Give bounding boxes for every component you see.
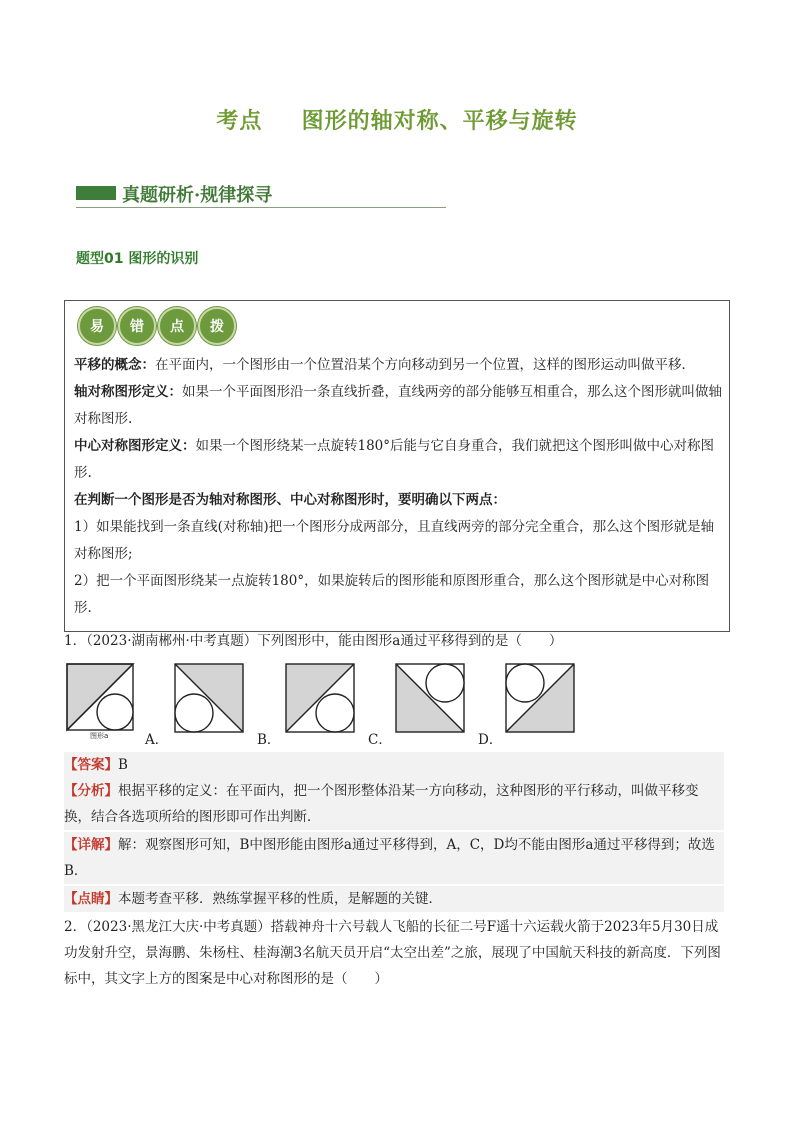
question-1-stem: 1．（2023·湖南郴州·中考真题）下列图形中，能由图形a通过平移得到的是（ ） — [64, 633, 563, 649]
note-point-2: 2）把一个平面图形绕某一点旋转180°，如果旋转后的图形能和原图形重合，那么这个图形就是中心对称图形. — [74, 573, 710, 616]
detail-text: 解：观察图形可知，B中图形能由图形a通过平移得到，A，C，D均不能由图形a通过平移得到；故选B． — [64, 837, 715, 879]
option-a-figure — [173, 662, 245, 736]
detail-block — [64, 832, 724, 884]
answer-label: 【答案】 — [64, 757, 118, 773]
section-bar — [76, 186, 116, 200]
option-d-figure — [504, 662, 576, 736]
option-d-label: D． — [478, 732, 503, 748]
badge-4: 拨 — [198, 307, 236, 345]
tips-content — [74, 352, 724, 622]
tips-badges — [78, 307, 236, 345]
comment-text: 本题考查平移．熟练掌握平移的性质，是解题的关键． — [118, 891, 442, 907]
page-title — [0, 104, 794, 135]
comment-block — [64, 886, 724, 912]
note-judgement-heading: 在判断一个图形是否为轴对称图形、中心对称图形时，要明确以下两点： — [74, 492, 506, 508]
detail-label: 【详解】 — [64, 837, 118, 853]
option-c-figure — [394, 662, 466, 736]
note-translation: 平移的概念：在平面内，一个图形由一个位置沿某个方向移动到另一个位置，这样的图形运动叫做平移． — [74, 357, 695, 373]
figure-a — [65, 662, 135, 742]
note-point-1: 1）如果能找到一条直线(对称轴)把一个图形分成两部分，且直线两旁的部分完全重合，那么这个图形就是轴对称图形; — [74, 519, 715, 562]
answer-row — [64, 752, 724, 778]
comment-label: 【点睛】 — [64, 891, 118, 907]
option-b-label: B． — [257, 732, 281, 748]
analysis-label: 【分析】 — [64, 783, 118, 799]
title-part2: 图形的轴对称、平移与旋转 — [301, 109, 578, 134]
title-part1: 考点 — [216, 109, 263, 134]
section-divider — [76, 207, 446, 208]
section-title: 真题研析·规律探寻 — [122, 185, 273, 206]
option-a-label: A． — [145, 732, 169, 748]
figure-a-caption: 图形a — [90, 732, 109, 740]
question-2-stem: 2．（2023·黑龙江大庆·中考真题）搭载神舟十六号载人飞船的长征二号F遥十六运载火箭于2023年5月30日成功发射升空，景海鹏、朱杨柱、桂海潮3名航天员开启“太空出差”之旅，展现了中国航天科技的新高度．下列图标中，其文字上方的图案是中心对称图形的是（ ） — [64, 919, 721, 987]
answer-value: B — [118, 757, 128, 773]
badge-2: 错 — [118, 307, 156, 345]
note-center-symmetry: 中心对称图形定义：如果一个图形绕某一点旋转180°后能与它自身重合，我们就把这个图形叫做中心对称图形. — [74, 438, 715, 481]
badge-1: 易 — [78, 307, 116, 345]
note-axis-symmetry: 轴对称图形定义：如果一个平面图形沿一条直线折叠，直线两旁的部分能够互相重合，那么这个图形就叫做轴对称图形. — [74, 384, 722, 427]
question-type-heading: 题型01 图形的识别 — [76, 251, 199, 267]
option-c-label: C． — [368, 732, 392, 748]
analysis-block — [64, 778, 724, 830]
badge-3: 点 — [158, 307, 196, 345]
option-b-figure — [284, 662, 356, 736]
analysis-text: 根据平移的定义：在平面内，把一个图形整体沿某一方向移动，这种图形的平行移动，叫做平移变换，结合各选项所给的图形即可作出判断． — [64, 783, 699, 825]
